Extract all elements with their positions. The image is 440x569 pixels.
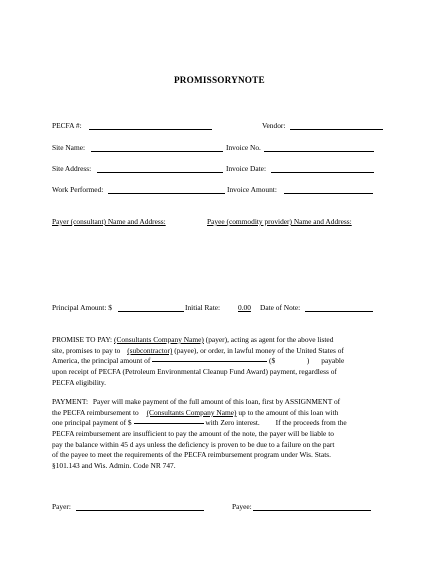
- payee-signature-label: Payee:: [232, 502, 252, 511]
- promise-line-3: [52, 357, 344, 364]
- initial-rate-value[interactable]: 0.00: [238, 303, 251, 312]
- promise-line-1: [52, 336, 333, 343]
- invoice-date-label: Invoice Date:: [226, 164, 267, 173]
- promise-text: America, the principal amount of: [52, 356, 151, 365]
- payment-line-3: [52, 419, 347, 426]
- payment-line-6: of the payee to meet the requirements of the PECFA reimbursement program under Wis. Stats.: [52, 450, 331, 459]
- payment-text: Payer will make payment of the full amount of this loan, first by ASSIGNMENT of: [92, 397, 341, 406]
- promise-text: site, promises to pay to: [52, 346, 121, 355]
- payment-text: one principal payment of $: [52, 418, 132, 427]
- promise-text: (payee), or order, in lawful money of the United States of: [174, 346, 344, 355]
- payment-line-7: §101.143 and Wis. Admin. Code NR 747.: [52, 461, 176, 470]
- promise-line-5: PECFA eligibility.: [52, 378, 106, 387]
- invoice-date-field[interactable]: [271, 172, 374, 173]
- consultant-company-name[interactable]: (Consultants Company Name): [113, 335, 204, 344]
- invoice-amount-field[interactable]: [284, 193, 373, 194]
- promise-line-4: upon receipt of PECFA (Petroleum Environmental Cleanup Fund Award) payment, regardless of: [52, 367, 337, 376]
- vendor-label: Vendor:: [262, 121, 286, 130]
- subcontractor-name[interactable]: (subcontractor): [127, 346, 173, 355]
- promise-text: (payer), acting as agent for the above listed: [205, 335, 334, 344]
- date-of-note-label: Date of Note:: [260, 303, 301, 312]
- promise-text: ): [306, 356, 310, 365]
- payment-text: the PECFA reimbursement to: [52, 408, 139, 417]
- vendor-field[interactable]: [290, 129, 383, 130]
- date-of-note-field[interactable]: [305, 311, 373, 312]
- invoice-amount-label: Invoice Amount:: [227, 185, 277, 194]
- payee-name-address-heading: Payee (commodity provider) Name and Address:: [207, 217, 352, 226]
- promise-text: payable: [321, 356, 345, 365]
- payment-line-2: [52, 409, 338, 416]
- principal-amount-words-field[interactable]: [152, 361, 267, 362]
- site-name-label: Site Name:: [52, 143, 86, 152]
- payer-signature-label: Payer:: [52, 502, 71, 511]
- pecfa-number-field[interactable]: [89, 129, 212, 130]
- initial-rate-label: Initial Rate:: [185, 303, 221, 312]
- payment-line-4: PECFA reimbursement are insufficient to pay the amount of the note, the payer will be liable to: [52, 429, 334, 438]
- payment-text: up to the amount of this loan with: [238, 408, 339, 417]
- payment-heading: PAYMENT:: [52, 397, 89, 406]
- payment-text: If the proceeds from the: [275, 418, 347, 427]
- site-address-label: Site Address:: [52, 164, 92, 173]
- consultant-company-name-2[interactable]: (Consultants Company Name): [146, 408, 237, 417]
- work-performed-field[interactable]: [108, 193, 225, 194]
- principal-payment-field[interactable]: [134, 423, 204, 424]
- site-address-field[interactable]: [97, 172, 223, 173]
- payment-line-1: [52, 398, 340, 405]
- payer-name-address-heading: Payer (consultant) Name and Address:: [52, 217, 166, 226]
- payee-signature-field[interactable]: [253, 510, 371, 511]
- invoice-no-label: Invoice No.: [226, 143, 261, 152]
- promise-text: ($: [269, 356, 276, 365]
- promise-heading: PROMISE TO PAY:: [52, 335, 113, 344]
- invoice-no-field[interactable]: [264, 151, 374, 152]
- pecfa-number-label: PECFA #:: [52, 121, 82, 130]
- principal-amount-label: Principal Amount: $: [52, 303, 112, 312]
- principal-amount-field[interactable]: [118, 311, 184, 312]
- document-title: PROMISSORYNOTE: [174, 75, 265, 85]
- site-name-field[interactable]: [91, 151, 223, 152]
- promise-line-2: [52, 347, 344, 354]
- payment-text: with Zero interest.: [205, 418, 260, 427]
- payment-line-5: pay the balance within 45 d ays unless the deficiency is proven to be due to a failure on the part: [52, 440, 335, 449]
- payer-signature-field[interactable]: [76, 510, 204, 511]
- work-performed-label: Work Performed:: [52, 185, 104, 194]
